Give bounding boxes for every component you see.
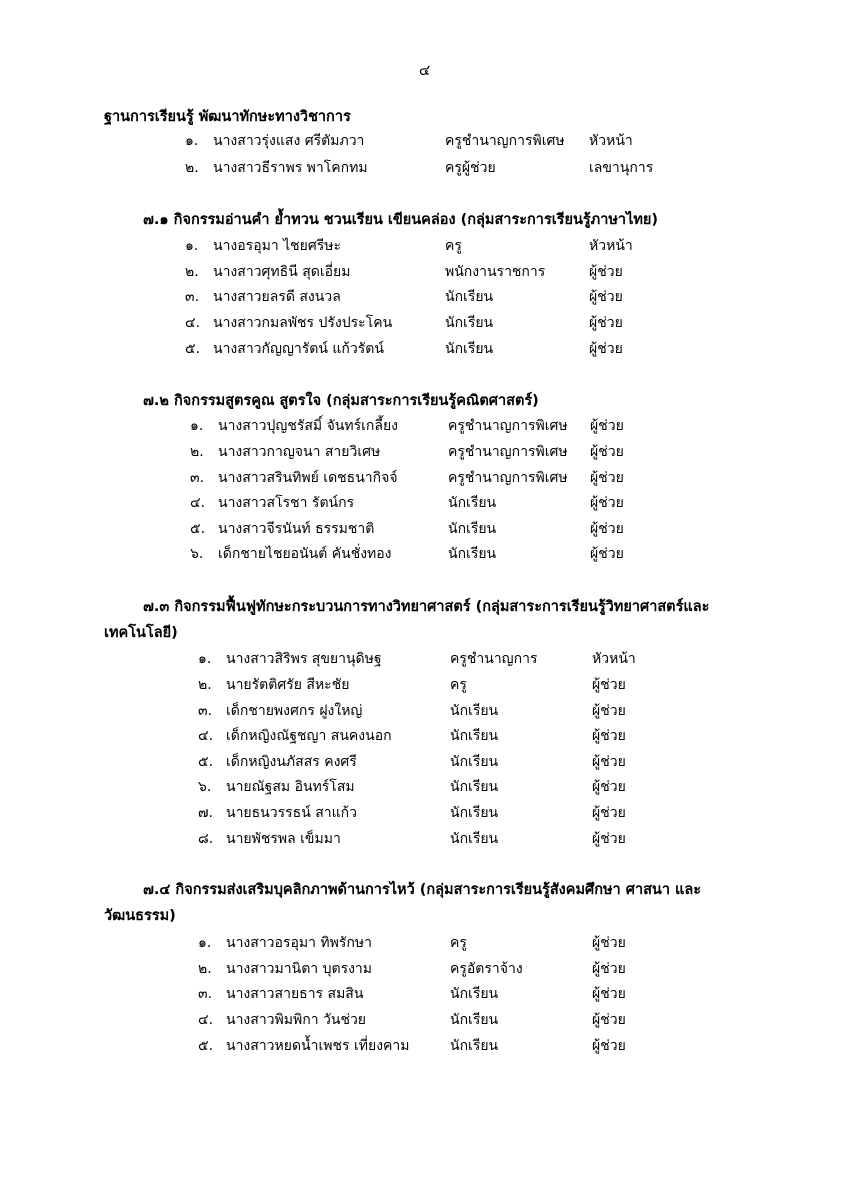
person-position: นักเรียน [450,1038,499,1054]
item-number: ๑. [190,418,204,434]
person-position: ครูชำนาญการพิเศษ [445,133,565,149]
item-number: ๕. [198,754,214,770]
item-number: ๑. [198,935,212,951]
item-number: ๖. [190,546,204,562]
item-number: ๓. [198,703,213,719]
person-name: นายณัฐสม อินทร์โสม [226,779,355,795]
person-role: ผู้ช่วย [589,264,623,280]
person-name: นางสาวกมลพัชร ปรังประโคน [213,315,393,331]
page-number: ๔ [418,61,431,79]
person-role: ผู้ช่วย [590,470,624,486]
item-number: ๑. [185,133,199,149]
person-position: ครู [445,238,462,254]
item-number: ๖. [198,779,212,795]
item-number: ๔. [185,315,201,331]
person-role: ผู้ช่วย [589,289,623,305]
person-role: ผู้ช่วย [592,1038,626,1054]
person-role: ผู้ช่วย [592,986,626,1002]
person-name: นางสาวรุ่งแสง ศรีตัมภวา [213,133,365,149]
person-name: นางสาวสโรชา รัตน์กร [218,495,355,511]
person-name: นางสาวหยดน้ำเพชร เที่ยงคาม [226,1038,410,1054]
person-role: ผู้ช่วย [589,315,623,331]
item-number: ๗. [198,805,213,821]
person-role: ผู้ช่วย [592,754,626,770]
person-position: พนักงานราชการ [445,264,546,280]
item-number: ๕. [190,521,206,537]
person-position: นักเรียน [450,831,499,847]
item-number: ๑. [198,651,212,667]
person-position: นักเรียน [450,779,499,795]
person-role: ผู้ช่วย [590,418,624,434]
item-number: ๔. [198,728,214,744]
person-position: นักเรียน [445,289,494,305]
person-position: นักเรียน [450,703,499,719]
item-number: ๔. [190,495,206,511]
section-heading: ๗.๒ กิจกรรมสูตรคูณ สูตรใจ (กลุ่มสาระการเรียนรู้คณิตศาสตร์) [143,393,539,409]
person-position: ครูชำนาญการพิเศษ [448,444,568,460]
person-name: นางสาวยลรดี สงนวล [213,289,341,305]
person-position: นักเรียน [445,341,494,357]
item-number: ๒. [185,160,199,176]
person-name: นางสาวสิริพร สุขยานุดิษฐ [226,651,382,667]
person-name: นายรัตติศรัย สีหะชัย [226,677,350,693]
item-number: ๔. [198,1012,214,1028]
person-role: ผู้ช่วย [589,341,623,357]
item-number: ๒. [185,264,199,280]
section-heading-continuation: เทคโนโลยี) [104,625,178,641]
person-name: นายพัชรพล เข็มมา [226,831,341,847]
person-name: นางสาวธีราพร พาโคกทม [213,160,368,176]
person-name: นายธนวรรธน์ สาแก้ว [226,805,357,821]
section-heading: ๗.๔ กิจกรรมส่งเสริมบุคลิกภาพด้านการไหว้ (กลุ่มสาระการเรียนรู้สังคมศึกษา ศาสนา และ [143,882,702,898]
person-role: ผู้ช่วย [592,779,626,795]
person-role: ผู้ช่วย [592,1012,626,1028]
person-name: เด็กหญิงนภัสสร คงศรี [226,754,357,770]
person-name: นางสาวสรินทิพย์ เดชธนากิจจ์ [218,470,398,486]
person-name: นางสาวกาญจนา สายวิเศษ [218,444,381,460]
item-number: ๒. [198,961,212,977]
person-position: ครูชำนาญการพิเศษ [448,418,568,434]
person-role: ผู้ช่วย [592,703,626,719]
person-position: นักเรียน [448,495,497,511]
item-number: ๓. [185,289,200,305]
person-name: นางสาวสายธาร สมสิน [226,986,364,1002]
person-name: เด็กหญิงณัฐชญา สนคงนอก [226,728,392,744]
person-name: เด็กชายพงศกร ฝูงใหญ่ [226,703,363,719]
item-number: ๑. [185,238,199,254]
person-position: ครูชำนาญการ [450,651,538,667]
item-number: ๕. [198,1038,214,1054]
person-position: นักเรียน [450,728,499,744]
person-role: ผู้ช่วย [590,444,624,460]
item-number: ๒. [190,444,204,460]
person-role: ผู้ช่วย [592,677,626,693]
person-name: นางสาวอรอุมา ทิพรักษา [226,935,372,951]
person-role: ผู้ช่วย [592,831,626,847]
person-role: ผู้ช่วย [592,805,626,821]
person-name: เด็กชายไชยอนันต์ คันชั่งทอง [218,546,392,562]
person-name: นางสาวกัญญารัตน์ แก้วรัตน์ [213,341,384,357]
person-position: นักเรียน [450,805,499,821]
person-position: นักเรียน [450,754,499,770]
person-role: หัวหน้า [589,133,633,149]
person-position: นักเรียน [450,1012,499,1028]
person-role: ผู้ช่วย [592,728,626,744]
section-heading-continuation: วัฒนธรรม) [104,908,176,924]
person-name: นางสาวมานิตา บุตรงาม [226,961,373,977]
person-position: ครู [450,677,467,693]
item-number: ๘. [198,831,214,847]
person-name: นางอรอุมา ไชยศรีษะ [213,238,342,254]
person-name: นางสาวจีรนันท์ ธรรมชาติ [218,521,375,537]
person-name: นางสาวศุทธินี สุดเอี่ยม [213,264,351,280]
item-number: ๓. [198,986,213,1002]
person-position: นักเรียน [445,315,494,331]
person-position: ครูอัตราจ้าง [450,961,523,977]
person-role: หัวหน้า [592,651,636,667]
person-role: หัวหน้า [589,238,633,254]
person-position: นักเรียน [450,986,499,1002]
person-name: นางสาวปุญชรัสมิ์ จันทร์เกลี้ยง [218,418,398,434]
person-name: นางสาวพิมพิกา วันช่วย [226,1012,367,1028]
person-position: ครูชำนาญการพิเศษ [448,470,568,486]
person-position: นักเรียน [448,521,497,537]
item-number: ๕. [185,341,201,357]
person-role: ผู้ช่วย [592,961,626,977]
person-position: ครู [450,935,467,951]
section-heading: ฐานการเรียนรู้ พัฒนาทักษะทางวิชาการ [104,109,351,125]
item-number: ๒. [198,677,212,693]
person-role: เลขานุการ [589,160,654,176]
person-role: ผู้ช่วย [592,935,626,951]
person-role: ผู้ช่วย [590,495,624,511]
section-heading: ๗.๑ กิจกรรมอ่านคำ ย้ำทวน ชวนเรียน เขียนคล่อง (กลุ่มสาระการเรียนรู้ภาษาไทย) [143,212,659,228]
person-position: นักเรียน [448,546,497,562]
item-number: ๓. [190,470,205,486]
person-role: ผู้ช่วย [590,521,624,537]
section-heading: ๗.๓ กิจกรรมฟื้นฟูทักษะกระบวนการทางวิทยาศาสตร์ (กลุ่มสาระการเรียนรู้วิทยาศาสตร์และ [143,599,710,615]
person-position: ครูผู้ช่วย [445,160,496,176]
person-role: ผู้ช่วย [590,546,624,562]
